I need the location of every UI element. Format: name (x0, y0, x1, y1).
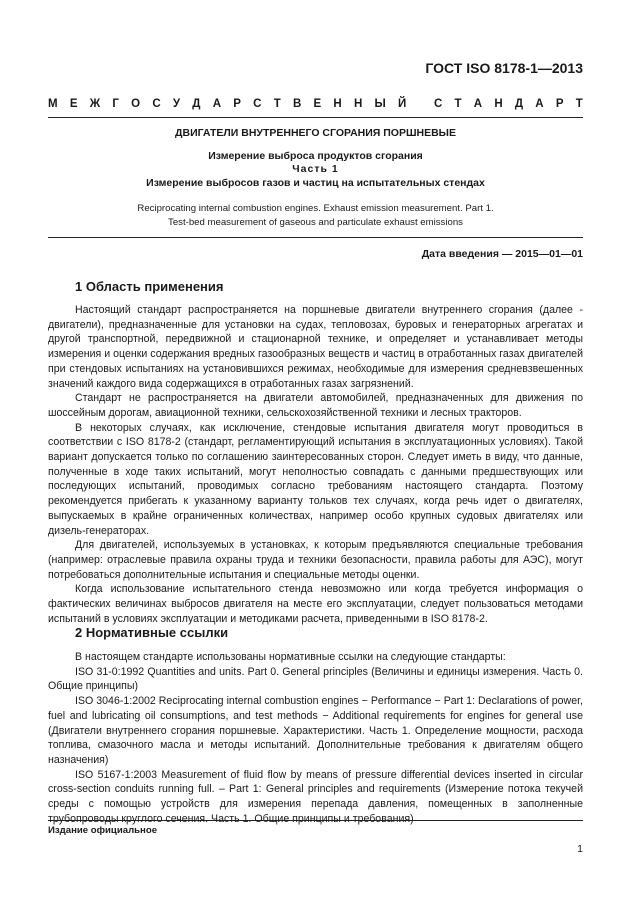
document-subtitle: Измерение выброса продуктов сгорания (208, 150, 423, 162)
banner-letter: М (48, 98, 58, 110)
section-1-paragraph: Стандарт не распространяется на двигатели автомобилей, предназначенных для движения по шоссейным дорогам, авиационной техники, сельскохозяйственной техники и лесных тракторов. (48, 392, 583, 419)
banner-letter (419, 98, 422, 110)
banner-letter: Т (454, 98, 462, 110)
section-1-paragraph: Для двигателей, используемых в установках, к которым предъявляются специальные требования (например: отраслевые правила охраны труда и техники безопасности, правила работы для АЭС), могут потребоваться дополнительные испытания и специальные методы оценки. (48, 539, 583, 581)
banner-letter: А (535, 98, 544, 110)
banner-letter: Р (555, 98, 564, 110)
section-1-paragraph: В некоторых случаях, как исключение, стендовые испытания двигателя могут проводиться в соответствии с ISO 8178-2 (стандарт, регламентирующий испытания в эксплуатационных условиях). Такой вариант допускается только по соглашению заинтересованных сторон. Следует иметь в виду, что данные, полученные в ходе таких испытаний, могут неполностью совпадать с данными предшествующих или последующих испытаний, проводимых согласно требованиям настоящего стандарта. Поэтому рекомендуется прибегать к указанному варианту тольков тех случаях, когда речь идет о двигателях, выпускаемых в крайне ограниченных количествах, например особо крупных судовых двигателях или дизель-генераторах. (48, 421, 583, 537)
banner-letter: Й (398, 98, 407, 110)
banner-letter: С (152, 98, 161, 110)
banner-letter: Н (333, 98, 342, 110)
banner-letter: А (212, 98, 222, 110)
banner-letter: Д (514, 98, 524, 110)
banner-letter: Т (575, 98, 583, 110)
title-divider (48, 237, 583, 238)
section-2-heading: 2 Нормативные ссылки (75, 625, 229, 640)
normative-reference: ISO 3046-1:2002 Reciprocating internal combustion engines − Performance − Part 1: Declarations of power, fuel and lubricating oil consumptions, and test methods − Additional requirements for engines for general use (Двигатели внутреннего сгорания поршневые. Характеристики. Часть 1. Определение мощности, расхода топлива, смазочного масла и методы испытаний. Дополнительные требования к двигателям общего назначения) (48, 695, 583, 766)
introduction-date: Дата введения — 2015—01—01 (421, 248, 583, 260)
banner-letter: Ж (89, 98, 101, 110)
banner-letter: Ы (374, 98, 386, 110)
banner-letter: Т (273, 98, 281, 110)
banner-letter: С (433, 98, 443, 110)
header-divider (48, 117, 583, 118)
banner-letter: Р (233, 98, 241, 110)
document-part-title: Измерение выбросов газов и частиц на испытательных стендах (146, 177, 485, 189)
document-part: Часть 1 (292, 163, 339, 175)
interstate-standard-banner (48, 98, 583, 110)
english-title-line-2: Test-bed measurement of gaseous and particulate exhaust emissions (168, 217, 463, 228)
normative-reference: ISO 5167-1:2003 Measurement of fluid flow by means of pressure differential devices inserted in circular cross-section conduits running full. – Part 1: General principles and requirements (Измерение потока текучей среды с помощью устройств для измерения перепада давления, помещенных в заполненные трубопроводы круглого сечения. Часть 1. Общие принципы и требования) (48, 768, 583, 825)
normative-reference-intro: В настоящем стандарте использованы нормативные ссылки на следующие стандарты: (75, 651, 506, 663)
banner-letter: Е (69, 98, 78, 110)
section-2-body (48, 650, 583, 826)
banner-letter: А (473, 98, 483, 110)
banner-letter: Н (494, 98, 503, 110)
banner-letter: Г (112, 98, 119, 110)
normative-reference: ISO 31-0:1992 Quantities and units. Part 0. General principles (Величины и единицы измерения. Часть 0. Общие принципы) (48, 665, 583, 693)
banner-letter: У (172, 98, 181, 110)
document-title: ДВИГАТЕЛИ ВНУТРЕННЕГО СГОРАНИЯ ПОРШНЕВЫЕ (175, 127, 456, 139)
banner-letter: В (292, 98, 302, 110)
banner-letter: С (253, 98, 262, 110)
english-title-line-1: Reciprocating internal combustion engines. Exhaust emission measurement. Part 1. (137, 203, 494, 214)
banner-letter: Е (313, 98, 322, 110)
banner-letter: Д (192, 98, 201, 110)
section-1-heading: 1 Область применения (75, 279, 224, 294)
page-number: 1 (577, 843, 583, 855)
standard-code: ГОСТ ISO 8178-1—2013 (425, 60, 583, 76)
banner-letter: О (131, 98, 141, 110)
section-1-body (48, 303, 583, 626)
banner-letter: Н (353, 98, 363, 110)
edition-label: Издание официальное (48, 825, 158, 836)
section-1-paragraph: Когда использование испытательного стенда невозможно или когда требуется информация о фактических величинах выбросов двигателя на месте его эксплуатации, следует пользоваться методами испытаний в условиях эксплуатации и методиками расчета, приведенными в ISO 8178-2. (48, 583, 583, 625)
section-1-paragraph: Настоящий стандарт распространяется на поршневые двигатели внутреннего сгорания (далее - двигатели), предназначенные для установки на судах, тепловозах, буровых и генераторных агрегатах и другой транспортной, передвижной и стационарной технике, и определяет и устанавливает методы измерения и оценки содержания вредных газообразных веществ и частиц в отработанных газах двигателей при стендовых испытаниях на установившихся режимах, необходимые для измерения средневзвешенных значений каждого вида содержащихся в отработанных газах загрязнений. (48, 304, 583, 390)
footer-divider (48, 820, 583, 821)
